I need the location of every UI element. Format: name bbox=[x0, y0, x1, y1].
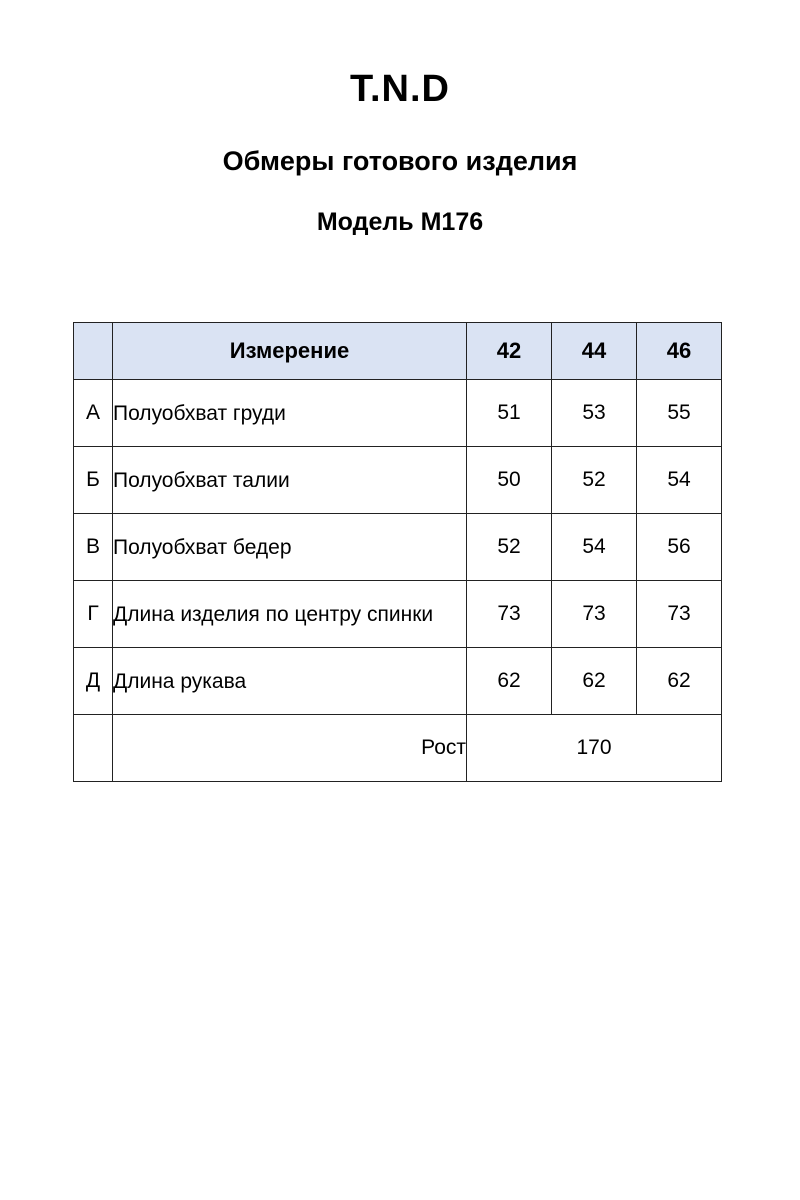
height-value: 170 bbox=[467, 715, 722, 782]
header-size-46: 46 bbox=[637, 323, 722, 380]
size-value: 52 bbox=[467, 514, 552, 581]
row-letter: В bbox=[74, 514, 113, 581]
size-value: 56 bbox=[637, 514, 722, 581]
size-value: 62 bbox=[467, 648, 552, 715]
header-size-44: 44 bbox=[552, 323, 637, 380]
size-value: 54 bbox=[552, 514, 637, 581]
size-value: 51 bbox=[467, 380, 552, 447]
table-header-row bbox=[74, 323, 722, 380]
row-letter: Б bbox=[74, 447, 113, 514]
size-table bbox=[73, 322, 722, 782]
size-value: 53 bbox=[552, 380, 637, 447]
model-name: Модель М176 bbox=[316, 208, 484, 236]
row-letter: Д bbox=[74, 648, 113, 715]
header-size-42: 42 bbox=[467, 323, 552, 380]
empty-letter-cell bbox=[74, 715, 113, 782]
table-row bbox=[74, 581, 722, 648]
size-value: 55 bbox=[637, 380, 722, 447]
header-letter-cell bbox=[74, 323, 113, 380]
size-value: 73 bbox=[637, 581, 722, 648]
size-value: 62 bbox=[637, 648, 722, 715]
table-row bbox=[74, 514, 722, 581]
size-value: 50 bbox=[467, 447, 552, 514]
size-value: 73 bbox=[467, 581, 552, 648]
document-title: Обмеры готового изделия bbox=[222, 146, 578, 176]
measurement-name: Полуобхват бедер bbox=[113, 514, 467, 581]
height-label: Рост bbox=[113, 715, 467, 782]
size-value: 54 bbox=[637, 447, 722, 514]
table-row bbox=[74, 648, 722, 715]
row-letter: Г bbox=[74, 581, 113, 648]
row-letter: А bbox=[74, 380, 113, 447]
measurement-name: Полуобхват груди bbox=[113, 380, 467, 447]
header-measurement: Измерение bbox=[113, 323, 467, 380]
size-value: 52 bbox=[552, 447, 637, 514]
height-row bbox=[74, 715, 722, 782]
measurement-name: Длина рукава bbox=[113, 648, 467, 715]
brand-title: T.N.D bbox=[350, 68, 450, 110]
measurement-name: Длина изделия по центру спинки bbox=[113, 581, 467, 648]
measurement-name: Полуобхват талии bbox=[113, 447, 467, 514]
table-row bbox=[74, 380, 722, 447]
table-row bbox=[74, 447, 722, 514]
size-value: 73 bbox=[552, 581, 637, 648]
size-value: 62 bbox=[552, 648, 637, 715]
